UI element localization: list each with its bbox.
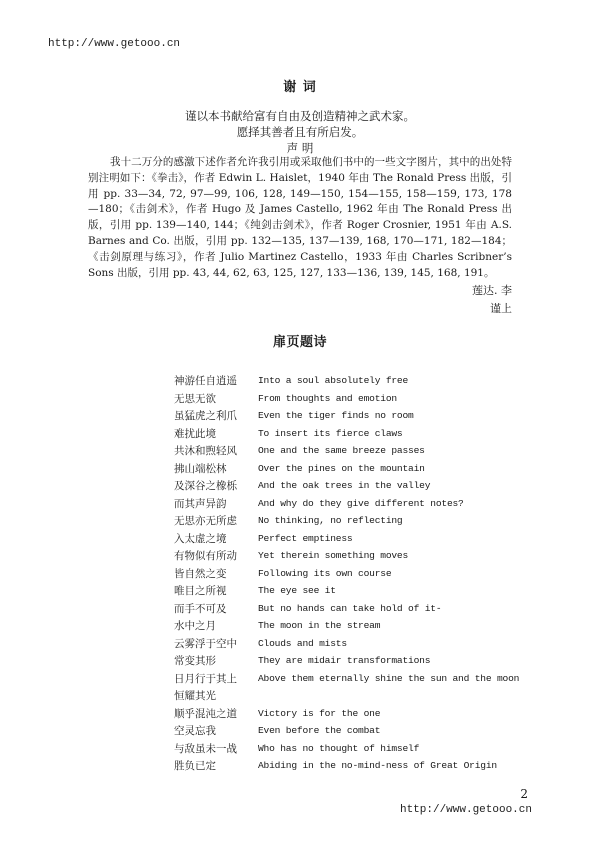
poem-line-chinese: 顺乎混沌之道 <box>174 707 237 720</box>
poem-line-chinese: 云雾浮于空中 <box>174 637 237 650</box>
poem-line <box>174 652 534 670</box>
poem-line-english: But no hands can take hold of it- <box>258 602 442 614</box>
poem-line-english: Over the pines on the mountain <box>258 462 425 474</box>
poem-line-english: Yet therein something moves <box>258 550 409 562</box>
poem-line <box>174 635 534 653</box>
poem-line-chinese: 与敌虽未一战 <box>174 742 237 755</box>
poem-line-english: And why do they give different notes? <box>258 497 464 509</box>
poem-line <box>174 512 534 530</box>
acknowledgement-title: 谢 词 <box>283 80 317 95</box>
poem-line <box>174 460 534 478</box>
poem-line <box>174 740 534 758</box>
page-number: 2 <box>520 787 528 801</box>
poem-line <box>174 495 534 513</box>
poem-line-english: Who has no thought of himself <box>258 742 420 754</box>
poem-line <box>174 530 534 548</box>
poem-line-english: Abiding in the no-mind-ness of Great Origin <box>258 760 497 772</box>
poem-line-english: They are midair transformations <box>258 655 431 667</box>
poem-line-english: No thinking, no reflecting <box>258 515 403 527</box>
poem-line-english: Following its own course <box>258 567 392 579</box>
poem-line-english: Above them eternally shine the sun and the moon <box>258 672 520 684</box>
poem-line-chinese: 有物似有所动 <box>174 550 237 563</box>
poem-line <box>174 565 534 583</box>
poem-line-chinese: 胜负已定 <box>174 760 216 773</box>
poem-line-english: Victory is for the one <box>258 707 381 719</box>
poem-line <box>174 547 534 565</box>
poem-line-chinese: 共沐和煦轻风 <box>174 445 237 458</box>
poem-line <box>174 757 534 775</box>
acknowledgement-body: 我十二万分的感激下述作者允许我引用或采取他们书中的一些文字图片，其中的出处特别注明如下：《拳击》，作者 Edwin L. Haislet，1940 年由 The Ronald Press 出版，引用 pp. 33—34, 72, 97—99, 106, 128, 149—150, 154—155, 158—159, 173, 178—180；《击剑术》，作者 Hugo 及 James Castello, 1962 年由 The Ronald Press 出版，引用 pp. 139—140, 144；《纯剑击剑术》，作者 Roger Crosnier, 1951 年由 A.S. Barnes and Co. 出版，引用 pp. 132—135, 137—139, 168, 170—171, 182—184；《击剑原理与练习》，作者 Julio Martinez Castello，1933 年由 Charles Scribner’s Sons 出版，引用 pp. 43, 44, 62, 63, 125, 127, 133—136, 139, 145, 168, 191。 <box>88 156 512 279</box>
poem-line-chinese: 常变其形 <box>174 655 216 668</box>
poem-line <box>174 407 534 425</box>
poem-line-chinese: 虽猛虎之利爪 <box>174 410 237 423</box>
poem-line-chinese: 空灵忘我 <box>174 725 216 738</box>
poem-line-english: To insert its fierce claws <box>258 427 403 439</box>
poem-line-english: Perfect emptiness <box>258 532 353 544</box>
dedication-line-1: 谨以本书献给富有自由及创造精神之武术家。 <box>185 109 415 123</box>
poem-line-chinese: 唯目之所视 <box>174 585 227 598</box>
header-url: http://www.getooo.cn <box>48 38 181 50</box>
poem-line <box>174 390 534 408</box>
footer-url: http://www.getooo.cn <box>399 804 532 816</box>
poem-line <box>174 372 534 390</box>
poem-title: 扉页题诗 <box>272 335 327 350</box>
poem-line-english: Even before the combat <box>258 725 381 737</box>
poem-line <box>174 582 534 600</box>
poem-line-chinese: 而其声异韵 <box>174 497 227 510</box>
poem-line <box>174 705 534 723</box>
poem-line-english: Clouds and mists <box>258 637 347 649</box>
poem-line-chinese: 无思无欲 <box>174 392 216 405</box>
poem-line-chinese: 皆自然之变 <box>174 567 227 580</box>
poem-line-english: One and the same breeze passes <box>258 445 425 457</box>
poem-line-chinese: 而手不可及 <box>174 602 227 615</box>
poem-line-english: From thoughts and emotion <box>258 392 397 404</box>
signature-name: 莲达. 李 <box>472 284 512 297</box>
poem-line-chinese: 及深谷之橡栎 <box>174 480 237 493</box>
poem-line <box>174 600 534 618</box>
poem-line-chinese: 水中之月 <box>174 620 216 633</box>
poem-line <box>174 442 534 460</box>
poem-line-chinese: 恒耀其光 <box>174 690 216 703</box>
declaration-heading: 声 明 <box>286 141 314 155</box>
dedication-line-2: 愿择其善者且有所启发。 <box>236 125 364 139</box>
poem-line-chinese: 拂山端松林 <box>174 462 227 475</box>
poem-line-chinese: 难扰此境 <box>174 427 216 440</box>
poem-line-chinese: 神游任自逍遥 <box>174 375 237 388</box>
poem-line-chinese: 日月行于其上 <box>174 672 237 685</box>
poem-line <box>174 425 534 443</box>
poem-line <box>174 617 534 635</box>
poem-line <box>174 722 534 740</box>
poem-line <box>174 687 534 705</box>
poem-line-english: The eye see it <box>258 585 336 597</box>
poem-line-english: Into a soul absolutely free <box>258 375 409 387</box>
poem-line <box>174 477 534 495</box>
poem-line <box>174 670 534 688</box>
poem-line-chinese: 入太虚之境 <box>174 532 227 545</box>
poem-line-english: And the oak trees in the valley <box>258 480 431 492</box>
poem-line-chinese: 无思亦无所虑 <box>174 515 237 528</box>
poem-line-english: The moon in the stream <box>258 620 381 632</box>
poem-line-english: Even the tiger finds no room <box>258 410 414 422</box>
signature-note: 谨上 <box>490 302 512 315</box>
poem-lines <box>174 372 534 775</box>
